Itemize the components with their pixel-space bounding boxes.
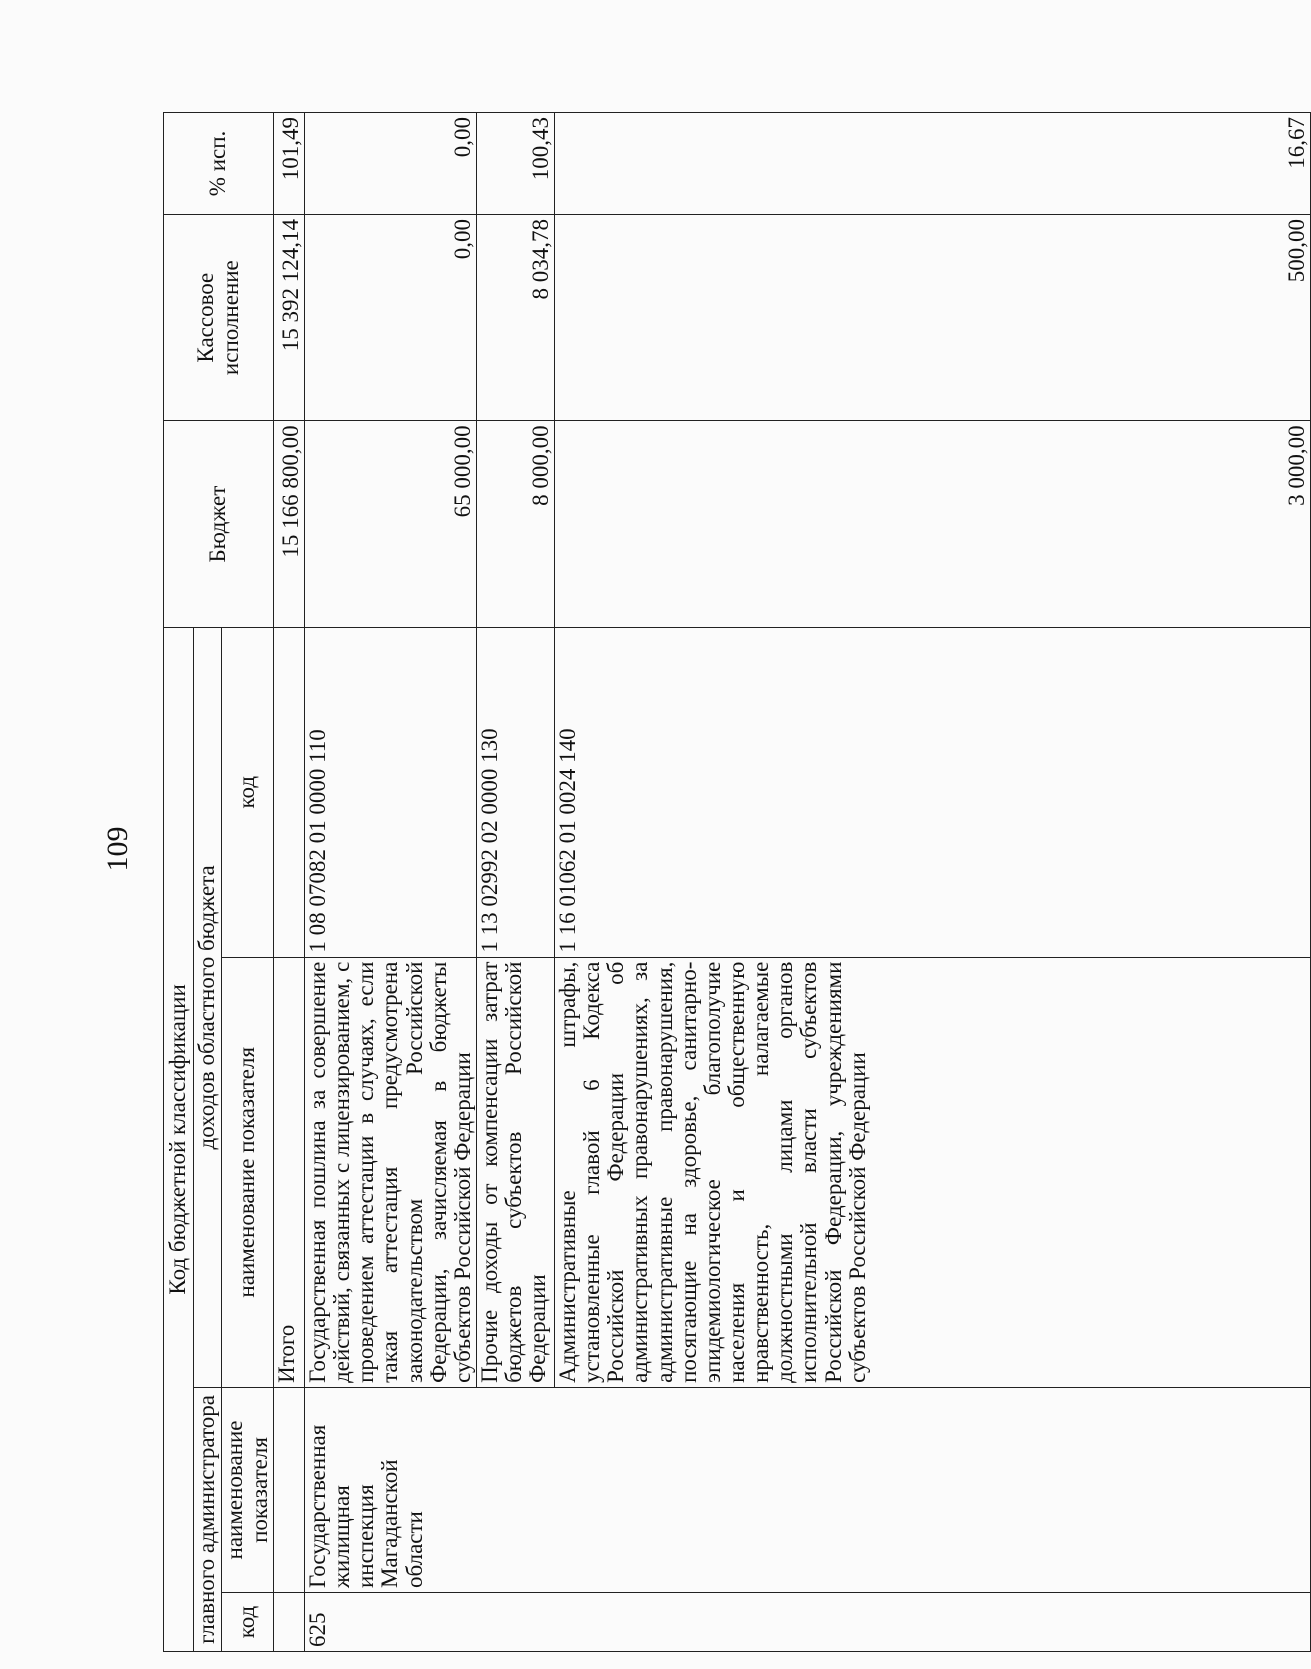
total-label: Итого: [274, 957, 305, 1387]
row-name: Административные штрафы, установленные главой 6 Кодекса Российской Федерации об административных правонарушениях, за административные правонарушения, посягающие на здоровье, санитарно-эпидемиологическое благополучие населения и общественную нравственность, налагаемые должностными лицами органов исполнительной власти субъектов Российской Федерации, учреждениями субъектов Российской Федерации: [554, 957, 1310, 1387]
header-admin-group: главного администратора: [194, 1387, 222, 1651]
row-name: Государственная пошлина за совершение действий, связанных с лицензированием, с проведением аттестации в случаях, если такая аттестация предусмотрена законодательством Российской Федерации, зачисляемая в бюджеты субъектов Российской Федерации: [305, 957, 477, 1387]
header-percent: % исп.: [164, 113, 274, 215]
budget-income-table: [163, 112, 1311, 1652]
admin-name: Государственная жилищная инспекция Магаданской области: [305, 1387, 1311, 1592]
row-code: 1 08 07082 01 0000 110: [305, 627, 477, 957]
row-budget: 3 000,00: [554, 421, 1310, 627]
row-cash: 8 034,78: [476, 214, 554, 420]
row-cash: 0,00: [305, 214, 477, 420]
header-row-1: [164, 113, 194, 1652]
header-admin-code: код: [222, 1593, 274, 1652]
total-budget: 15 166 800,00: [274, 421, 305, 627]
header-budget: Бюджет: [164, 421, 274, 627]
header-income-name: наименование показателя: [222, 957, 274, 1387]
row-budget: 65 000,00: [305, 421, 477, 627]
header-income-code: код: [222, 627, 274, 957]
total-percent: 101,49: [274, 113, 305, 215]
total-row: [274, 113, 305, 1652]
table-row: [305, 113, 477, 1652]
row-percent: 100,43: [476, 113, 554, 215]
row-percent: 0,00: [305, 113, 477, 215]
total-cash: 15 392 124,14: [274, 214, 305, 420]
rotated-table-container: [163, 112, 1311, 1652]
header-admin-name: наименование показателя: [222, 1387, 274, 1592]
total-empty-income-code: [274, 627, 305, 957]
row-percent: 16,67: [554, 113, 1310, 215]
page-number: 109: [101, 826, 134, 872]
header-kbk: Код бюджетной классификации: [164, 627, 194, 1651]
row-name: Прочие доходы от компенсации затрат бюджетов субъектов Российской Федерации: [476, 957, 554, 1387]
header-cash: Кассовое исполнение: [164, 214, 274, 420]
row-code: 1 16 01062 01 0024 140: [554, 627, 1310, 957]
row-budget: 8 000,00: [476, 421, 554, 627]
row-code: 1 13 02992 02 0000 130: [476, 627, 554, 957]
total-empty-name: [274, 1387, 305, 1592]
total-empty-code: [274, 1593, 305, 1652]
admin-code: 625: [305, 1593, 1311, 1652]
header-income-group: доходов областного бюджета: [194, 627, 222, 1387]
row-cash: 500,00: [554, 214, 1310, 420]
